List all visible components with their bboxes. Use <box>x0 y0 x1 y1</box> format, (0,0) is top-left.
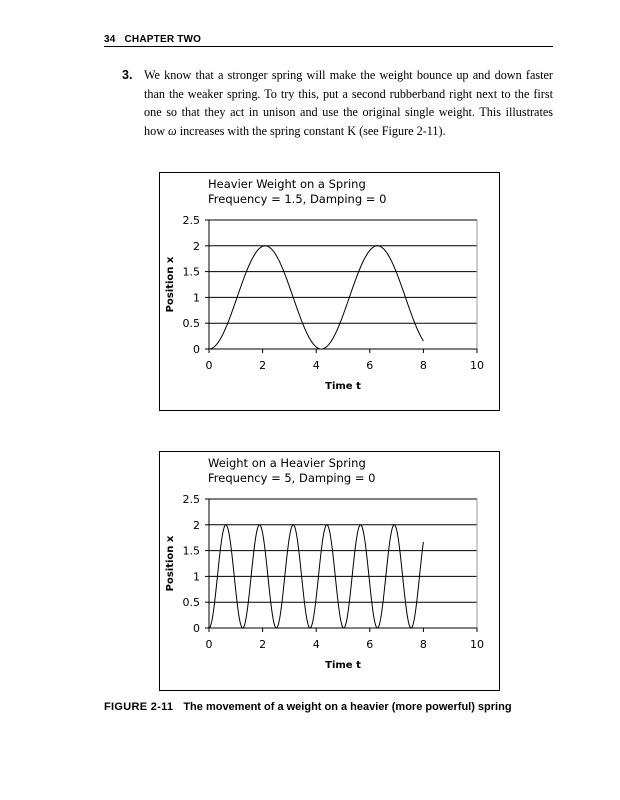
chart-title: Heavier Weight on a Spring <box>208 177 366 191</box>
numbered-item <box>122 66 553 140</box>
chart-heavier-spring <box>159 451 500 691</box>
chapter-title: CHAPTER TWO <box>124 34 202 45</box>
running-head <box>104 34 553 47</box>
y-tick-label: 0 <box>193 343 200 356</box>
x-tick-label: 8 <box>419 638 427 651</box>
x-tick-label: 8 <box>419 359 427 372</box>
chart-heavier-spring-svg <box>160 452 499 690</box>
y-tick-label: 2 <box>193 518 200 532</box>
y-tick-label: 2 <box>193 239 200 253</box>
figure-caption-text: The movement of a weight on a heavier (more powerful) spring <box>183 701 512 713</box>
x-tick-label: 4 <box>312 638 320 651</box>
figure-caption <box>104 701 564 713</box>
y-tick-label: 0.5 <box>182 596 200 610</box>
figure-label: FIGURE 2-11 <box>104 701 174 713</box>
y-axis-label: Position x <box>165 256 176 313</box>
item-text-after-symbol: increases with the spring constant K (see Figure 2-11). <box>176 123 446 138</box>
x-axis-label: Time t <box>325 381 361 392</box>
y-axis-label: Position x <box>165 535 176 592</box>
x-tick-label: 2 <box>259 359 267 372</box>
x-tick-label: 6 <box>366 359 374 372</box>
x-tick-label: 2 <box>259 638 267 651</box>
x-tick-label: 10 <box>470 359 484 372</box>
chart-subtitle: Frequency = 1.5, Damping = 0 <box>208 192 387 206</box>
chart-heavier-weight-svg <box>160 173 499 410</box>
x-axis-label: Time t <box>325 660 361 671</box>
y-tick-label: 1.5 <box>182 265 200 279</box>
item-text-before-symbol: We know that a stronger spring will make the weight bounce up and down faster than the weaker spring. To try this, put a second rubberband right next to the first one so that they act in unison and use the original single weight. This illustrates how <box>144 68 553 138</box>
item-number: 3. <box>122 68 133 82</box>
page-number: 34 <box>104 34 116 45</box>
y-tick-label: 1 <box>193 291 200 305</box>
omega-symbol: ω <box>168 123 177 138</box>
y-tick-label: 2.5 <box>182 214 200 227</box>
chart-heavier-weight <box>159 172 500 411</box>
y-tick-label: 1.5 <box>182 544 200 558</box>
y-tick-label: 2.5 <box>182 493 200 506</box>
y-tick-label: 0.5 <box>182 317 200 331</box>
x-tick-label: 4 <box>312 359 320 372</box>
x-tick-label: 0 <box>205 359 213 372</box>
x-tick-label: 10 <box>470 638 484 651</box>
chart-title: Weight on a Heavier Spring <box>208 456 366 470</box>
x-tick-label: 0 <box>205 638 213 651</box>
chart-subtitle: Frequency = 5, Damping = 0 <box>208 471 376 485</box>
y-tick-label: 0 <box>193 622 200 635</box>
y-tick-label: 1 <box>193 570 200 584</box>
item-paragraph <box>144 66 553 140</box>
x-tick-label: 6 <box>366 638 374 651</box>
